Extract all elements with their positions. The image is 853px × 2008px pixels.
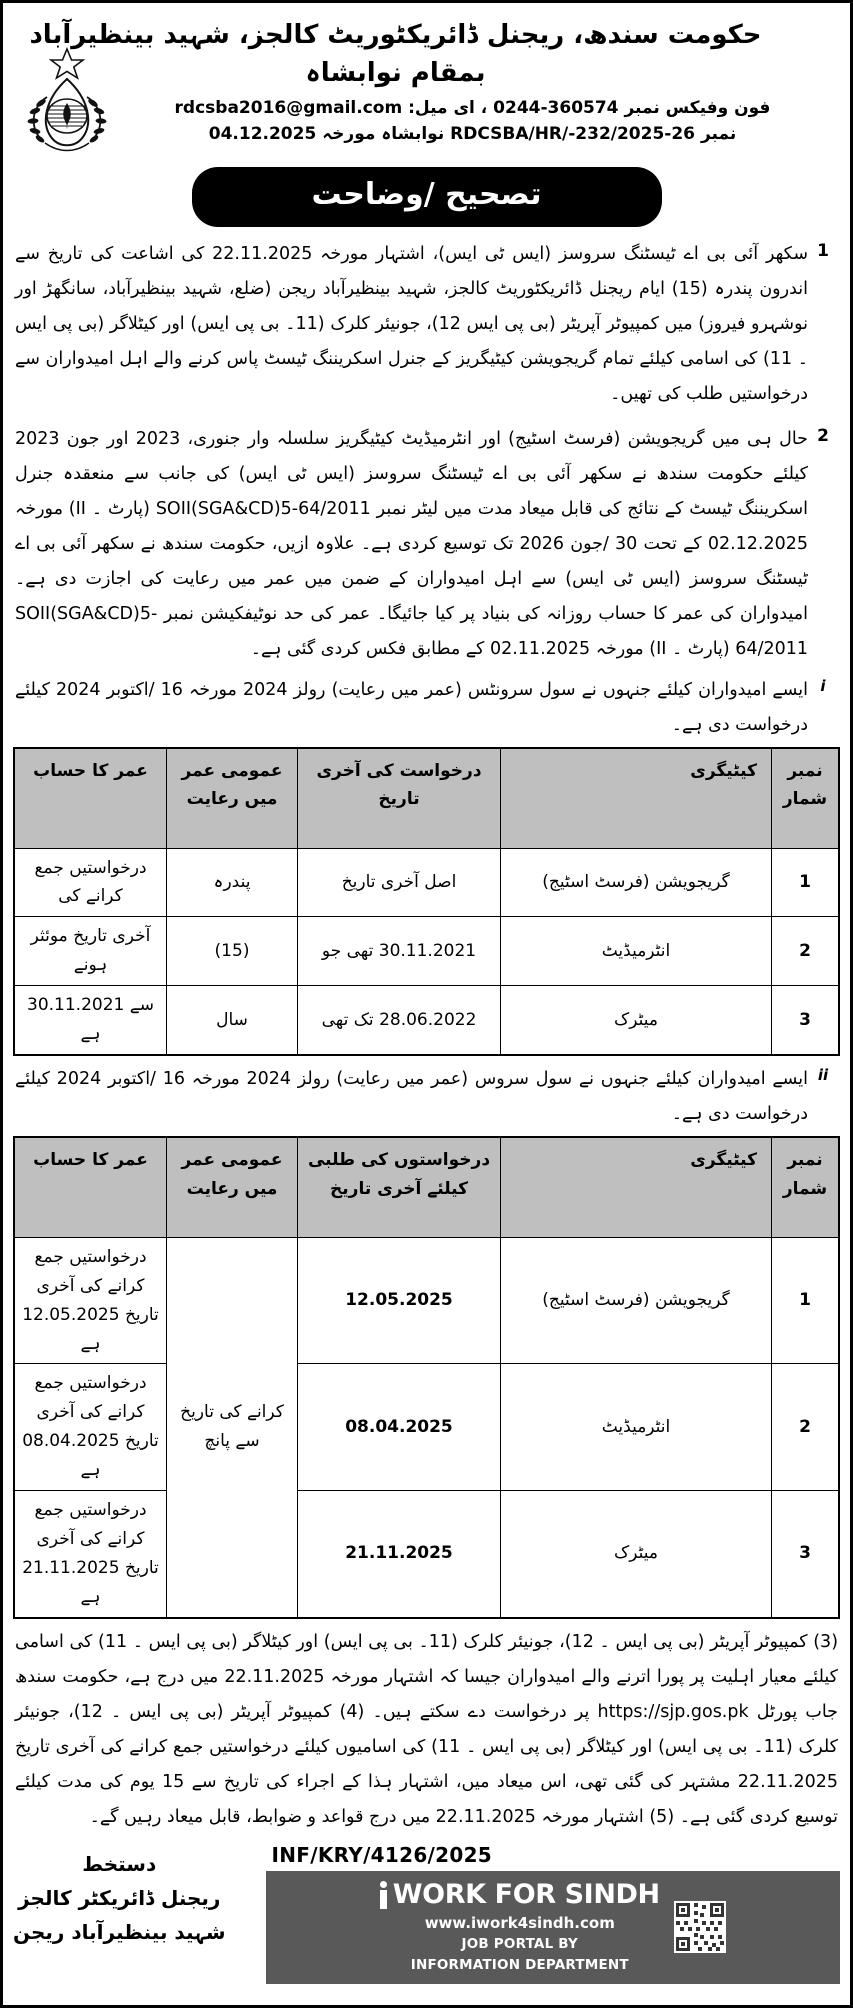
government-of-sindh-emblem (21, 45, 113, 157)
table-ii-th-calculation: عمر کا حساب (14, 1137, 167, 1238)
table-i-r1-relaxation: پندرہ (167, 848, 298, 917)
table-ii-r3-category: میٹرک (501, 1490, 772, 1617)
signature-and-footer-row (13, 1843, 840, 1984)
paragraph-2-number: 2 (817, 425, 829, 446)
qr-code[interactable] (674, 1901, 726, 1953)
inf-reference-code: INF/KRY/4126/2025 (271, 1842, 493, 1867)
table-ii-r1-category: گریجویشن (فرسٹ اسٹیج) (501, 1237, 772, 1364)
subsection-i-intro: ایسے امیدواران کیلئے جنہوں نے سول سرونٹس (عمر میں رعایت) رولز 2024 مورخہ 16 /اکتوبر 2024 کیلئے درخواست دی ہے۔ (15, 679, 809, 735)
table-i-r1-date: اصل آخری تاریخ (298, 848, 501, 917)
table-ii-r1-sr: 1 (772, 1237, 840, 1364)
reference-place: نوابشاہ مورخہ (322, 124, 445, 145)
job-portal-title-row (380, 1881, 660, 1909)
notice-banner-title: تصحیح /وضاحت (192, 167, 662, 227)
subsection-ii-marker: ii (817, 1065, 829, 1084)
notice-banner-wrap (13, 167, 840, 227)
reference-label: نمبر (700, 124, 737, 145)
table-i-r3-sr: 3 (772, 986, 840, 1055)
age-relaxation-table-i (13, 747, 840, 1056)
reference-number: RDCSBA/HR/-232/2025-26 (450, 124, 696, 145)
table-i-th-sr: نمبر شمار (772, 748, 840, 849)
table-i-header-row (14, 748, 839, 849)
subsection-ii (15, 1062, 838, 1132)
table-i-r2-category: انٹرمیڈیٹ (501, 917, 772, 986)
table-i-th-category: کیٹیگری (501, 748, 772, 849)
signatory-designation: ریجنل ڈائریکٹر کالجز (18, 1885, 221, 1910)
table-row (14, 986, 839, 1055)
table-i-head (14, 748, 839, 849)
paragraph-1-text: سکھر آئی بی اے ٹیسٹنگ سروسز (ایس ٹی ایس)، اشتہار مورخہ 22.11.2025 کی اشاعت کی تاریخ سے اندرون پندرہ (15) ایام ریجنل ڈائریکٹوریٹ کالجز، شہید بینظیرآباد ریجن (ضلع، شہید بینظیرآباد، سانگھڑ اور نوشہرو فیروز) میں کمپیوٹر آپریٹر (بی پی ایس 12)، جونیئر کلرک (11۔ بی پی ایس) اور کیٹلاگر (بی پی ایس ۔ 11) کی اسامی کیلئے تمام گریجویشن کیٹیگریز کے جنرل اسکریننگ ٹیسٹ پاس کرنے والے اہل امیدواران سے درخواستیں طلب کی تھیں۔ (15, 243, 808, 404)
table-ii-r2-date: 08.04.2025 (298, 1364, 501, 1491)
table-ii-th-date: درخواستوں کی طلبی کیلئے آخری تاریخ (298, 1137, 501, 1238)
table-row (14, 1364, 839, 1491)
table-i-body (14, 848, 839, 1055)
table-i-r3-calculation: سے 30.11.2021 ہے (14, 986, 167, 1055)
table-i-th-relaxation: عمومی عمر میں رعایت (167, 748, 298, 849)
table-ii-r2-category: انٹرمیڈیٹ (501, 1364, 772, 1491)
table-i-r2-sr: 2 (772, 917, 840, 986)
reference-line (13, 123, 840, 144)
reference-date: 04.12.2025 (208, 124, 317, 145)
table-ii-r1-calculation: درخواستیں جمع کرانے کی آخری تاریخ 12.05.2025 ہے (14, 1237, 167, 1364)
table-i-th-date: درخواست کی آخری تاریخ (298, 748, 501, 849)
table-ii-r3-calculation: درخواستیں جمع کرانے کی آخری تاریخ 21.11.2025 ہے (14, 1490, 167, 1617)
table-i-r2-relaxation: (15) (167, 917, 298, 986)
table-i-r2-calculation: آخری تاریخ موئثر ہونے (14, 917, 167, 986)
job-portal-banner[interactable] (266, 1871, 840, 1984)
iwork-i-icon (380, 1881, 387, 1909)
paragraph-2-text: حال ہی میں گریجویشن (فرسٹ اسٹیج) اور انٹرمیڈیٹ کیٹیگریز سلسلہ وار جنوری، 2023 اور جون 2023 کیلئے حکومت سندھ نے سکھر آئی بی اے ٹیسٹنگ سروسز (ایس ٹی ایس) کی جانب سے منعقدہ جنرل اسکریننگ ٹیسٹ کے نتائج کی قابل میعاد مدت میں لیٹر نمبر SOII(SGA&CD)5-64/2011 (پارٹ ۔ II) مورخہ 02.12.2025 کے تحت 30 /جون 2026 تک توسیع کردی ہے۔ علاوہ ازیں، حکومت سندھ نے سکھر آئی بی اے ٹیسٹنگ سروسز (ایس ٹی ایس) سے اہل امیدواران کے ضمن میں عمر میں رعایت کی اجازت دی ہے۔ امیدواران کی عمر کا حساب روزانہ کی بنیاد پر کیا جائیگا۔ عمر کی حد نوٹیفکیشن نمبر SOII(SGA&CD)5-64/2011 (پارٹ ۔ II) مورخہ 02.11.2025 کے مطابق فکس کردی گئی ہے۔ (15, 428, 809, 659)
closing-paragraph: (3) کمپیوٹر آپریٹر (بی پی ایس ۔ 12)، جونیئر کلرک (11۔ بی پی ایس) اور کیٹلاگر (بی پی ایس ۔ 11) کی اسامی کیلئے معیار اہلیت پر پورا اترنے والے امیدواران جیسا کہ اشتہار مورخہ 22.11.2025 میں درج ہے، حکومت سندھ جاب پورٹل https://sjp.gos.pk پر درخواست دے سکتے ہیں۔ (4) کمپیوٹر آپریٹر (بی پی ایس ۔ 12)، جونیئر کلرک (11۔ بی پی ایس) اور کیٹلاگر (بی پی ایس ۔ 11) کی اسامیوں کیلئے درخواستیں جمع کرانے کی آخری تاریخ 22.11.2025 مشتہر کی گئی تھی، اس میعاد میں، اشتہار ہذا کے اجراء کی تاریخ سے 15 یوم کی مدت کیلئے توسیع کردی گئی ہے۔ (5) اشتہار مورخہ 22.11.2025 میں درج قواعد و ضوابط، قابل میعاد رہیں گے۔ (15, 1631, 839, 1827)
table-ii-r3-date: 21.11.2025 (298, 1490, 501, 1617)
job-portal-url[interactable]: www.iwork4sindh.com (424, 1913, 615, 1932)
table-row (14, 1490, 839, 1617)
phone-number: 0244-360574 (493, 98, 619, 119)
table-ii-th-relaxation: عمومی عمر میں رعایت (167, 1137, 298, 1238)
email-address[interactable]: rdcsba2016@gmail.com (174, 98, 403, 119)
job-portal-text (380, 1881, 660, 1974)
table-ii-relaxation-merged: کرانے کی تاریخ سے پانچ (167, 1237, 298, 1617)
paragraph-1 (15, 237, 838, 412)
organization-title: حکومت سندھ، ریجنل ڈائریکٹوریٹ کالجز، شہید بینظیرآباد بمقام نوابشاہ (29, 20, 762, 88)
signatory-region: شہید بینظیرآباد ریجن (13, 1919, 226, 1944)
footer-right-column (262, 1843, 840, 1984)
table-i-r1-calculation: درخواستیں جمع کرانے کی (14, 848, 167, 917)
subsection-i (15, 673, 838, 743)
job-portal-subtitle-1: JOB PORTAL BY (461, 1935, 579, 1952)
table-ii-r2-calculation: درخواستیں جمع کرانے کی آخری تاریخ 08.04.2025 ہے (14, 1364, 167, 1491)
table-ii-th-sr: نمبر شمار (772, 1137, 840, 1238)
table-ii-head (14, 1137, 839, 1238)
table-ii-th-category: کیٹیگری (501, 1137, 772, 1238)
table-ii-r1-date: 12.05.2025 (298, 1237, 501, 1364)
job-portal-title: WORK FOR SINDH (392, 1879, 660, 1911)
email-label: ، ای میل: (408, 98, 488, 119)
paragraph-2 (15, 422, 838, 667)
signature-block (13, 1843, 262, 1949)
table-i-r3-date: 28.06.2022 تک تھی (298, 986, 501, 1055)
table-i-r2-date: 30.11.2021 تھی جو (298, 917, 501, 986)
table-i-r3-relaxation: سال (167, 986, 298, 1055)
table-i-r3-category: میٹرک (501, 986, 772, 1055)
table-row (14, 1237, 839, 1364)
table-i-r1-sr: 1 (772, 848, 840, 917)
table-i-r1-category: گریجویشن (فرسٹ اسٹیج) (501, 848, 772, 917)
subsection-i-marker: i (820, 676, 826, 695)
table-row (14, 917, 839, 986)
subsection-ii-intro: ایسے امیدواران کیلئے جنہوں نے سول سروس (عمر میں رعایت) رولز 2024 مورخہ 16 /اکتوبر 2024 کیلئے درخواست دی ہے۔ (15, 1068, 809, 1124)
signature-label: دستخط (82, 1851, 157, 1876)
age-relaxation-table-ii (13, 1136, 840, 1619)
phone-label: فون وفیکس نمبر (624, 98, 771, 119)
table-ii-r2-sr: 2 (772, 1364, 840, 1491)
document-header (13, 9, 840, 159)
table-i-th-calculation: عمر کا حساب (14, 748, 167, 849)
job-portal-subtitle-2: INFORMATION DEPARTMENT (410, 1956, 629, 1973)
contact-line (13, 98, 840, 118)
table-ii-r3-sr: 3 (772, 1490, 840, 1617)
table-row (14, 848, 839, 917)
table-ii-body (14, 1237, 839, 1617)
paragraph-1-number: 1 (817, 240, 829, 261)
table-ii-header-row (14, 1137, 839, 1238)
